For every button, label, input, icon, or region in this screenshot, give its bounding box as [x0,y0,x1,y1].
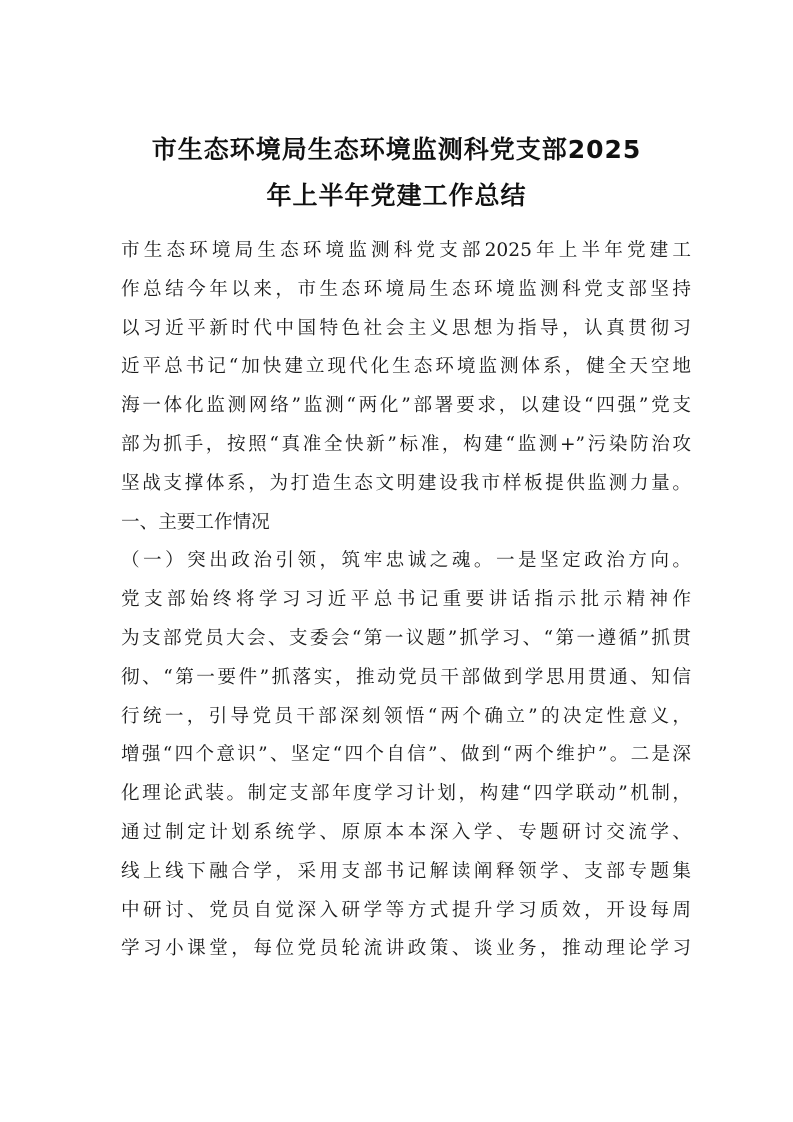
body-line: 通过制定计划系统学、原原本本深入学、专题研讨交流学、 [121,821,691,843]
body-line: 作总结今年以来，市生态环境局生态环境监测科党支部坚持 [121,278,691,300]
body-line: 学习小课堂，每位党员轮流讲政策、谈业务，推动理论学习 [121,938,691,960]
body-line: 为支部党员大会、支委会“第一议题”抓学习、“第一遵循”抓贯 [121,627,691,649]
body-line: 增强“四个意识”、坚定“四个自信”、做到“两个维护”。二是深 [121,744,691,766]
section-heading: 一、主要工作情况 [121,511,270,533]
body-line: 坚战支撑体系，为打造生态文明建设我市样板提供监测力量。 [121,472,691,494]
document-title-line-1: 市生态环境局生态环境监测科党支部2025 [151,135,642,164]
body-line: 以习近平新时代中国特色社会主义思想为指导，认真贯彻习 [121,317,691,339]
body-line: 行统一，引导党员干部深刻领悟“两个确立”的决定性意义， [121,705,691,727]
document-title-line-2: 年上半年党建工作总结 [266,181,527,210]
document-body [121,232,691,969]
body-line: 线上线下融合学，采用支部书记解读阐释领学、支部专题集 [121,860,691,882]
body-line: 党支部始终将学习习近平总书记重要讲话指示批示精神作 [121,589,691,611]
body-line: 近平总书记“加快建立现代化生态环境监测体系，健全天空地 [121,356,691,378]
body-line: 中研讨、党员自觉深入研学等方式提升学习质效，开设每周 [121,899,691,921]
body-line: 海一体化监测网络”监测“两化”部署要求，以建设“四强”党支 [121,395,691,417]
body-line: 部为抓手，按照“真准全快新”标准，构建“监测+”污染防治攻 [121,433,691,455]
body-line: 化理论武装。制定支部年度学习计划，构建“四学联动”机制， [121,783,691,805]
body-line: 彻、“第一要件”抓落实，推动党员干部做到学思用贯通、知信 [121,666,691,688]
body-line: 市生态环境局生态环境监测科党支部2025年上半年党建工 [121,240,691,261]
subsection-heading: （一）突出政治引领，筑牢忠诚之魂。一是坚定政治方向。 [121,550,691,572]
